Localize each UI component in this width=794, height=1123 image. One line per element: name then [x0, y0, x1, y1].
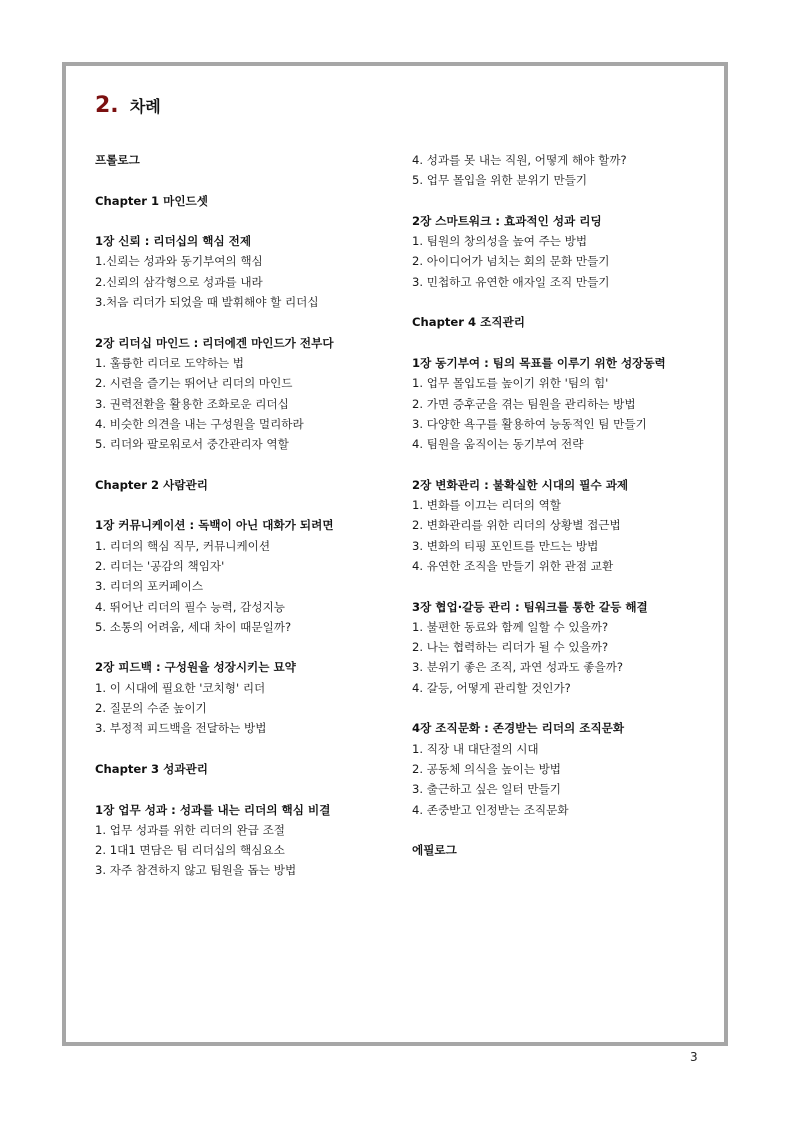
toc-heading: 1장 커뮤니케이션 : 독백이 아닌 대화가 되려면: [95, 518, 334, 533]
toc-heading: Chapter 3 성과관리: [95, 761, 208, 776]
toc-item: 1. 훌륭한 리더로 도약하는 법: [95, 355, 244, 370]
toc-spacer: [412, 191, 722, 211]
toc-heading: 1장 동기부여 : 팀의 목표를 이루기 위한 성장동력: [412, 355, 666, 370]
toc-item: 4. 성과를 못 내는 직원, 어떻게 해야 할까?: [412, 153, 627, 167]
toc-spacer: [95, 495, 405, 515]
toc-item: 5. 소통의 어려움, 세대 차이 때문일까?: [95, 619, 292, 634]
toc-spacer: [412, 698, 722, 718]
page-title: [95, 86, 161, 122]
toc-spacer: [95, 637, 405, 657]
toc-item: 3. 변화의 티핑 포인트를 만드는 방법: [412, 538, 599, 553]
toc-item: 3. 출근하고 싶은 일터 만들기: [412, 782, 561, 797]
toc-spacer: [95, 211, 405, 231]
toc-item: 2. 리더는 '공감의 책임자': [95, 558, 225, 573]
toc-item: 3.처음 리더가 되었을 때 발휘해야 할 리더십: [95, 295, 319, 310]
toc-spacer: [412, 454, 722, 474]
toc-heading: Chapter 2 사람관리: [95, 477, 208, 492]
section-title: 차례: [129, 97, 161, 116]
toc-item: 3. 부정적 피드백을 전달하는 방법: [95, 721, 267, 736]
toc-item: 4. 비슷한 의견을 내는 구성원을 멀리하라: [95, 416, 304, 431]
toc-heading: 2장 변화관리 : 불확실한 시대의 필수 과제: [412, 477, 629, 492]
toc-heading: 프롤로그: [95, 153, 140, 167]
toc-item: 3. 권력전환을 활용한 조화로운 리더십: [95, 396, 289, 411]
toc-spacer: [412, 820, 722, 840]
toc-right-column: [412, 150, 722, 860]
toc-item: 2.신뢰의 삼각형으로 성과를 내라: [95, 274, 263, 289]
toc-item: 1.신뢰는 성과와 동기부여의 핵심: [95, 254, 263, 269]
toc-item: 2. 나는 협력하는 리더가 될 수 있을까?: [412, 640, 609, 655]
page-number: 3: [690, 1050, 698, 1064]
toc-item: 5. 리더와 팔로워로서 중간관리자 역할: [95, 437, 289, 452]
toc-item: 3. 리더의 포커페이스: [95, 579, 204, 594]
toc-item: 3. 자주 참견하지 않고 팀원을 돕는 방법: [95, 863, 297, 878]
toc-item: 1. 변화를 이끄는 리더의 역할: [412, 498, 561, 513]
toc-item: 4. 존중받고 인정받는 조직문화: [412, 802, 569, 817]
toc-item: 1. 팀원의 창의성을 높여 주는 방법: [412, 234, 588, 249]
toc-item: 1. 직장 내 대단절의 시대: [412, 741, 539, 756]
toc-item: 2. 1대1 면담은 팀 리더십의 핵심요소: [95, 843, 285, 858]
toc-item: 2. 아이디어가 넘치는 회의 문화 만들기: [412, 254, 610, 269]
toc-item: 4. 갈등, 어떻게 관리할 것인가?: [412, 680, 571, 695]
toc-item: 3. 다양한 욕구를 활용하여 능동적인 팀 만들기: [412, 416, 647, 431]
toc-item: 2. 공동체 의식을 높이는 방법: [412, 761, 561, 776]
toc-spacer: [412, 576, 722, 596]
toc-spacer: [95, 454, 405, 474]
toc-heading: 2장 스마트워크 : 효과적인 성과 리딩: [412, 213, 602, 228]
toc-item: 4. 팀원을 움직이는 동기부여 전략: [412, 437, 584, 452]
toc-spacer: [412, 333, 722, 353]
toc-heading: 2장 리더십 마인드 : 리더에겐 마인드가 전부다: [95, 335, 334, 350]
toc-spacer: [412, 292, 722, 312]
toc-heading: 4장 조직문화 : 존경받는 리더의 조직문화: [412, 721, 625, 736]
toc-item: 2. 가면 증후군을 겪는 팀원을 관리하는 방법: [412, 396, 636, 411]
toc-item: 2. 변화관리를 위한 리더의 상황별 접근법: [412, 518, 621, 533]
toc-heading: Chapter 1 마인드셋: [95, 193, 208, 208]
toc-item: 2. 질문의 수준 높이기: [95, 701, 207, 716]
toc-item: 1. 업무 성과를 위한 리더의 완급 조절: [95, 822, 285, 837]
toc-heading: 1장 업무 성과 : 성과를 내는 리더의 핵심 비결: [95, 802, 331, 817]
toc-heading: Chapter 4 조직관리: [412, 315, 525, 330]
toc-item: 2. 시련을 즐기는 뛰어난 리더의 마인드: [95, 376, 293, 391]
toc-heading: 3장 협업·갈등 관리 : 팀워크를 통한 갈등 해결: [412, 599, 648, 614]
toc-heading: 1장 신뢰 : 리더십의 핵심 전제: [95, 234, 252, 249]
toc-item: 1. 업무 몰입도를 높이기 위한 '팀의 힘': [412, 376, 609, 391]
toc-spacer: [95, 779, 405, 799]
toc-item: 4. 유연한 조직을 만들기 위한 관점 교환: [412, 558, 614, 573]
toc-item: 1. 리더의 핵심 직무, 커뮤니케이션: [95, 538, 271, 553]
toc-item: 4. 뛰어난 리더의 필수 능력, 감성지능: [95, 599, 285, 614]
toc-spacer: [95, 739, 405, 759]
toc-item: 3. 분위기 좋은 조직, 과연 성과도 좋을까?: [412, 660, 624, 675]
toc-item: 1. 이 시대에 필요한 '코치형' 리더: [95, 680, 266, 695]
toc-spacer: [95, 170, 405, 190]
toc-spacer: [95, 312, 405, 332]
toc-item: 5. 업무 몰입을 위한 분위기 만들기: [412, 173, 588, 188]
toc-heading: 2장 피드백 : 구성원을 성장시키는 묘약: [95, 660, 296, 675]
toc-heading: 에필로그: [412, 843, 457, 858]
toc-left-column: [95, 150, 405, 881]
section-number: 2.: [95, 93, 119, 118]
toc-item: 3. 민첩하고 유연한 애자일 조직 만들기: [412, 274, 610, 289]
toc-item: 1. 불편한 동료와 함께 일할 수 있을까?: [412, 619, 609, 634]
